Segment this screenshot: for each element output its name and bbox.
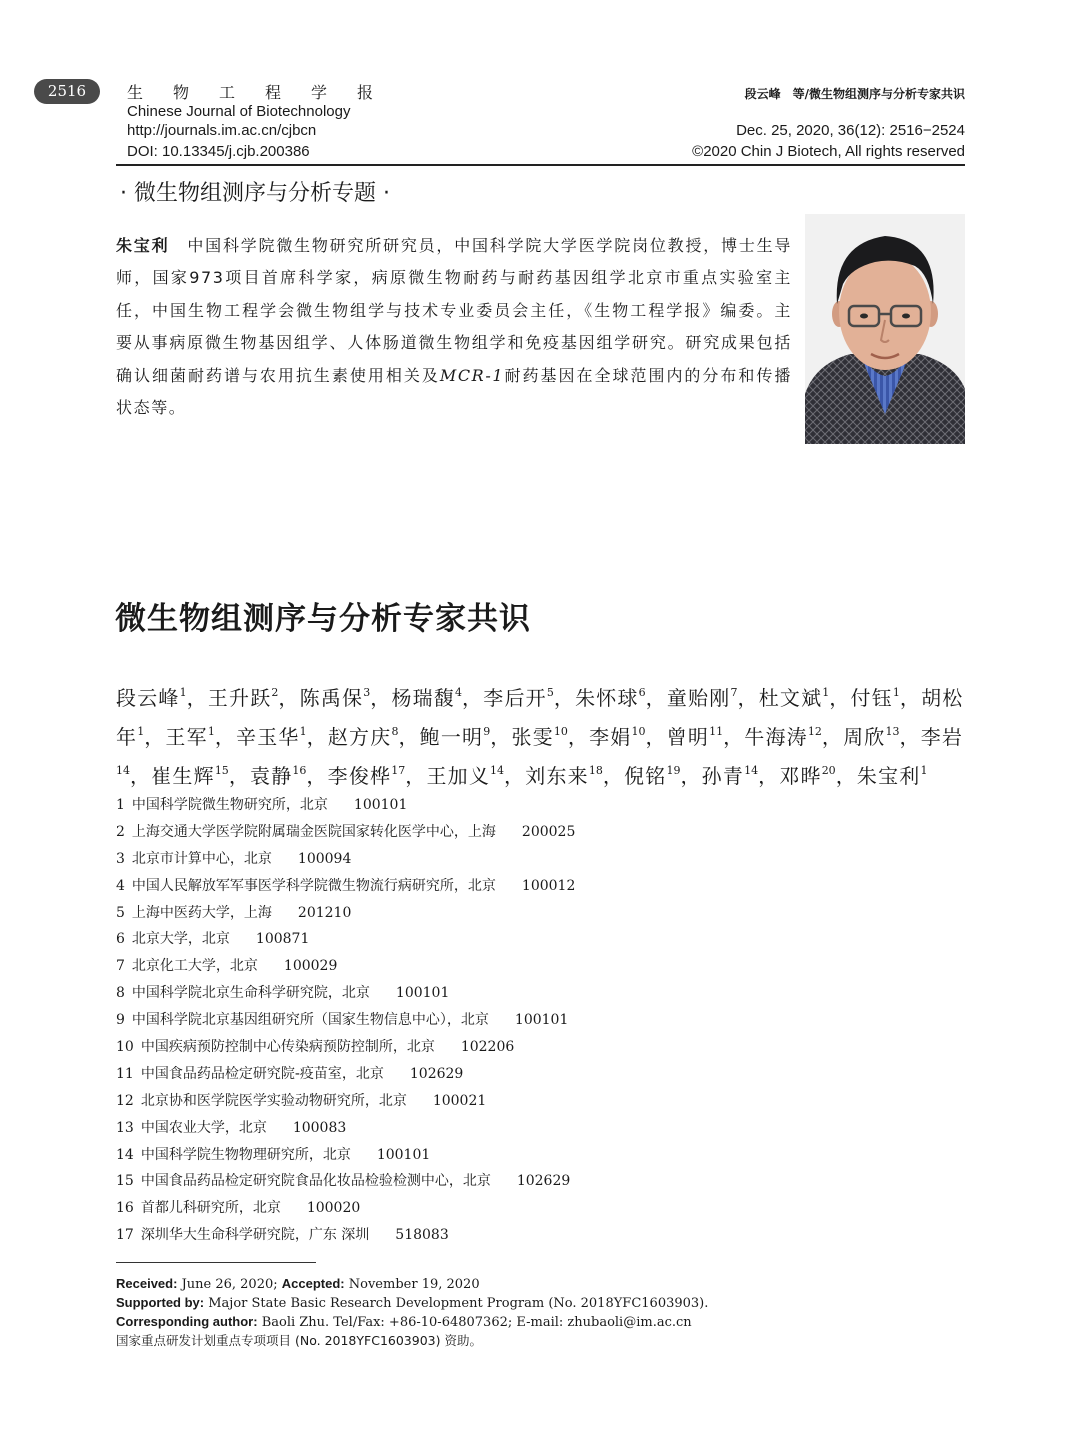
author-name: 王升跃	[207, 686, 272, 710]
corresponding-label: Corresponding author:	[116, 1314, 258, 1329]
affiliation-name: 中国科学院生物物理研究所，北京	[140, 1146, 351, 1163]
affiliation-number: 11	[116, 1065, 134, 1082]
affiliation-item	[116, 1115, 575, 1142]
bio-gene-name: MCR-1	[439, 365, 505, 385]
author-name: 李后开	[483, 686, 547, 710]
corresponding-line	[116, 1312, 708, 1331]
author-affiliation-number: 2	[271, 686, 279, 699]
header-divider	[116, 164, 965, 166]
author-entry: 刘东来$^{18}$，	[525, 764, 625, 788]
author-name: 辛玉华	[236, 725, 300, 749]
affiliation-name: 中国食品药品检定研究院食品化妆品检验检测中心，北京	[140, 1173, 491, 1190]
affiliation-item	[116, 1222, 575, 1249]
author-name: 倪铭	[624, 764, 667, 788]
affiliation-postcode: 100101	[376, 1146, 431, 1163]
affiliation-postcode: 102206	[460, 1039, 515, 1056]
author-affiliation-number: 14	[116, 764, 130, 777]
affiliation-postcode: 200025	[521, 823, 576, 840]
author-affiliation-number: 5	[546, 686, 554, 699]
journal-name-en: Chinese Journal of Biotechnology	[127, 103, 351, 120]
author-entry: 王加义$^{14}$，	[426, 764, 526, 788]
author-affiliation-number: 1	[179, 686, 187, 699]
affiliation-name: 上海中医药大学，上海	[131, 904, 272, 921]
affiliation-item	[116, 1007, 575, 1034]
affiliation-name: 深圳华大生命科学研究院，广东 深圳	[140, 1227, 370, 1244]
author-name: 邓晔	[779, 764, 822, 788]
bio-text: 中国科学院微生物研究所研究员，中国科学院大学医学院岗位教授，博士生导师，国家973项目首席科学家，病原微生物耐药与耐药基因组学北京市重点实验室主任，中国生物工程学会微生物组学与技术专业委员会主任，《生物工程学报》编委。主要从事病原微生物基因组学、人体肠道微生物组学和免疫基因组学研究。研究成果包括确认细菌耐药谱与农用抗生素使用相关及	[116, 236, 792, 385]
affiliation-name: 中国疾病预防控制中心传染病预防控制所，北京	[140, 1039, 435, 1056]
copyright: ©2020 Chin J Biotech, All rights reserved	[692, 143, 965, 160]
author-affiliation-number: 1	[137, 725, 145, 738]
author-affiliation-number: 1	[892, 686, 900, 699]
affiliation-postcode: 100101	[395, 985, 450, 1002]
footnote-divider	[116, 1262, 316, 1263]
author-entry: 付钰$^1$，	[850, 686, 922, 710]
author-biography	[116, 230, 792, 424]
affiliation-number: 8	[116, 985, 125, 1002]
author-affiliation-number: 20	[821, 764, 836, 777]
author-affiliation-number: 7	[730, 686, 738, 699]
affiliation-name: 北京化工大学，北京	[131, 958, 258, 975]
affiliation-item	[116, 1142, 575, 1169]
author-entry: 陈禹保$^3$，	[299, 686, 392, 710]
doi: DOI: 10.13345/j.cjb.200386	[127, 143, 310, 160]
author-name: 陈禹保	[299, 686, 364, 710]
author-entry: 李后开$^5$，	[483, 686, 576, 710]
author-entry: 赵方庆$^8$，	[327, 725, 420, 749]
author-affiliation-number: 17	[391, 764, 406, 777]
affiliation-postcode: 100012	[521, 877, 576, 894]
author-affiliation-number: 11	[709, 725, 724, 738]
affiliation-number: 5	[116, 904, 125, 921]
author-name: 朱宝利	[856, 764, 921, 788]
author-entry: 胡松年$^1$，	[116, 686, 964, 749]
author-affiliation-number: 8	[391, 725, 399, 738]
bio-text-end: 耐药基因在全球范围内的分布和传播状态等。	[116, 365, 792, 418]
author-entry: 周欣$^{13}$，	[843, 725, 921, 749]
affiliation-name: 中国科学院微生物研究所，北京	[131, 797, 328, 813]
affiliation-item	[116, 926, 575, 953]
author-entry: 曾明$^{11}$，	[666, 725, 745, 749]
affiliation-number: 9	[116, 1012, 125, 1029]
author-list	[116, 676, 976, 793]
author-name: 赵方庆	[327, 725, 392, 749]
supported-text: Major State Basic Research Development Program (No. 2018YFC1603903).	[208, 1296, 709, 1311]
author-entry: 段云峰$^1$，	[116, 686, 208, 710]
affiliation-postcode: 100871	[255, 931, 310, 948]
affiliation-name: 北京协和医学院医学实验动物研究所，北京	[140, 1092, 407, 1109]
author-affiliation-number: 14	[490, 764, 505, 777]
author-affiliation-number: 16	[292, 764, 307, 777]
author-name: 曾明	[666, 725, 710, 749]
author-affiliation-number: 4	[455, 686, 463, 699]
author-affiliation-number: 10	[631, 725, 646, 738]
affiliation-item	[116, 846, 575, 873]
affiliation-name: 中国科学院北京基因组研究所（国家生物信息中心），北京	[131, 1012, 489, 1029]
affiliation-number: 16	[116, 1200, 134, 1217]
affiliation-item	[116, 900, 575, 927]
supported-line	[116, 1293, 708, 1312]
author-affiliation-number: 18	[588, 764, 603, 777]
author-affiliation-number: 10	[553, 725, 568, 738]
journal-name-cn: 生物工程学报	[127, 83, 404, 102]
affiliation-number: 1	[116, 797, 125, 813]
author-entry: 杨瑞馥$^4$，	[391, 686, 484, 710]
author-entry: 李娟$^{10}$，	[589, 725, 667, 749]
author-entry: 杜文斌$^1$，	[758, 686, 851, 710]
author-affiliation-number: 19	[666, 764, 681, 777]
author-affiliation-number: 14	[744, 764, 759, 777]
portrait-illustration	[805, 214, 965, 444]
affiliation-number: 17	[116, 1227, 134, 1244]
affiliation-item	[116, 1195, 575, 1222]
author-entry: 倪铭$^{19}$，	[624, 764, 702, 788]
author-affiliation-number: 1	[207, 725, 215, 738]
affiliation-postcode: 102629	[516, 1173, 571, 1190]
affiliation-postcode: 100083	[292, 1119, 347, 1136]
running-title: 段云峰 等/微生物组测序与分析专家共识	[744, 87, 965, 101]
author-name: 周欣	[843, 725, 886, 749]
affiliation-name: 中国食品药品检定研究院-疫苗室，北京	[140, 1065, 384, 1082]
affiliation-number: 13	[116, 1119, 134, 1136]
affiliation-name: 中国人民解放军军事医学科学院微生物流行病研究所，北京	[131, 877, 496, 894]
author-affiliation-number: 13	[885, 725, 900, 738]
received-date: June 26, 2020;	[181, 1277, 278, 1292]
section-title: · 微生物组测序与分析专题 ·	[120, 181, 390, 206]
affiliation-name: 中国科学院北京生命科学研究院，北京	[131, 985, 370, 1002]
author-affiliation-number: 15	[214, 764, 229, 777]
author-affiliation-number: 12	[807, 725, 822, 738]
affiliation-item	[116, 1061, 575, 1088]
supported-label: Supported by:	[116, 1295, 205, 1310]
received-label: Received:	[116, 1276, 178, 1291]
author-entry: 李岩$^{14}$，	[116, 725, 964, 788]
author-entry: 辛玉华$^1$，	[236, 725, 328, 749]
author-name: 刘东来	[525, 764, 589, 788]
affiliation-postcode: 518083	[395, 1227, 449, 1244]
affiliation-number: 3	[116, 850, 125, 867]
author-entry: 牛海涛$^{12}$，	[744, 725, 844, 749]
author-name: 孙青	[701, 764, 745, 788]
affiliation-number: 6	[116, 931, 125, 948]
affiliation-name: 北京市计算中心，北京	[131, 850, 272, 867]
funding-cn-line: 国家重点研发计划重点专项项目 (No. 2018YFC1603903) 资助。	[116, 1333, 482, 1348]
author-name: 付钰	[850, 686, 893, 710]
author-entry: 邓晔$^{20}$，	[779, 764, 857, 788]
affiliation-number: 7	[116, 958, 125, 975]
affiliation-postcode: 100021	[432, 1092, 487, 1109]
issue-info: Dec. 25, 2020, 36(12): 2516−2524	[736, 122, 965, 139]
affiliation-postcode: 100094	[297, 850, 352, 867]
affiliation-postcode: 100029	[283, 958, 338, 975]
affiliation-item	[116, 980, 575, 1007]
author-affiliation-number: 1	[920, 764, 928, 777]
affiliation-name: 上海交通大学医学院附属瑞金医院国家转化医学中心，上海	[131, 823, 496, 840]
affiliation-postcode: 201210	[297, 904, 352, 921]
corresponding-text: Baoli Zhu. Tel/Fax: +86-10-64807362; E-mail: zhubaoli@im.ac.cn	[261, 1315, 692, 1330]
author-name: 段云峰	[116, 686, 180, 710]
author-portrait-photo	[805, 214, 965, 444]
author-name: 王加义	[426, 764, 491, 788]
bio-name: 朱宝利	[116, 236, 170, 255]
affiliation-item	[116, 953, 575, 980]
page-number-badge: 2516	[34, 79, 100, 104]
affiliation-item	[116, 792, 575, 819]
author-entry: 孙青$^{14}$，	[701, 764, 780, 788]
author-entry: 张雯$^{10}$，	[511, 725, 590, 749]
author-affiliation-number: 1	[299, 725, 307, 738]
author-entry: 王军$^1$，	[165, 725, 237, 749]
author-name: 牛海涛	[744, 725, 808, 749]
affiliation-name: 中国农业大学，北京	[140, 1119, 267, 1136]
affiliation-number: 10	[116, 1039, 134, 1056]
affiliation-item	[116, 873, 575, 900]
author-name: 崔生辉	[151, 764, 215, 788]
author-entry	[857, 764, 928, 788]
accepted-date: November 19, 2020	[348, 1277, 480, 1292]
affiliation-item	[116, 1168, 575, 1195]
author-affiliation-number: 1	[822, 686, 830, 699]
article-title: 微生物组测序与分析专家共识	[115, 601, 531, 637]
author-name: 李俊桦	[327, 764, 392, 788]
author-entry: 袁静$^{16}$，	[250, 764, 328, 788]
author-entry: 崔生辉$^{15}$，	[151, 764, 251, 788]
author-name: 李岩	[920, 725, 964, 749]
affiliation-number: 2	[116, 823, 125, 840]
affiliation-item	[116, 1034, 575, 1061]
affiliation-name: 北京大学，北京	[131, 931, 230, 948]
author-affiliation-number: 6	[638, 686, 646, 699]
affiliation-postcode: 100020	[306, 1200, 361, 1217]
author-entry: 朱怀球$^6$，	[575, 686, 667, 710]
author-name: 张雯	[511, 725, 554, 749]
affiliation-item	[116, 1088, 575, 1115]
affiliation-name: 首都儿科研究所，北京	[140, 1200, 281, 1217]
author-name: 杨瑞馥	[391, 686, 456, 710]
affiliation-number: 15	[116, 1173, 134, 1190]
author-entry: 王升跃$^2$，	[207, 686, 300, 710]
author-name: 杜文斌	[758, 686, 823, 710]
affiliation-postcode: 100101	[353, 797, 408, 813]
author-name: 王军	[165, 725, 208, 749]
author-entry: 李俊桦$^{17}$，	[327, 764, 427, 788]
footnotes	[116, 1274, 708, 1350]
accepted-label: Accepted:	[281, 1276, 345, 1291]
affiliation-item	[116, 819, 575, 846]
affiliation-number: 12	[116, 1092, 134, 1109]
affiliation-postcode: 100101	[514, 1012, 569, 1029]
author-entry: 童贻刚$^7$，	[666, 686, 759, 710]
affiliation-number: 4	[116, 877, 125, 894]
author-name: 袁静	[250, 764, 293, 788]
author-name: 朱怀球	[575, 686, 639, 710]
author-affiliation-number: 3	[363, 686, 371, 699]
affiliation-list	[116, 792, 575, 1249]
author-affiliation-number: 9	[483, 725, 491, 738]
author-name: 胡松年	[116, 686, 964, 749]
journal-url[interactable]: http://journals.im.ac.cn/cjbcn	[127, 122, 317, 139]
author-name: 李娟	[589, 725, 632, 749]
author-name: 鲍一明	[419, 725, 484, 749]
affiliation-number: 14	[116, 1146, 134, 1163]
received-line	[116, 1274, 708, 1293]
affiliation-postcode: 102629	[409, 1065, 464, 1082]
author-name: 童贻刚	[666, 686, 731, 710]
author-entry: 鲍一明$^9$，	[419, 725, 512, 749]
